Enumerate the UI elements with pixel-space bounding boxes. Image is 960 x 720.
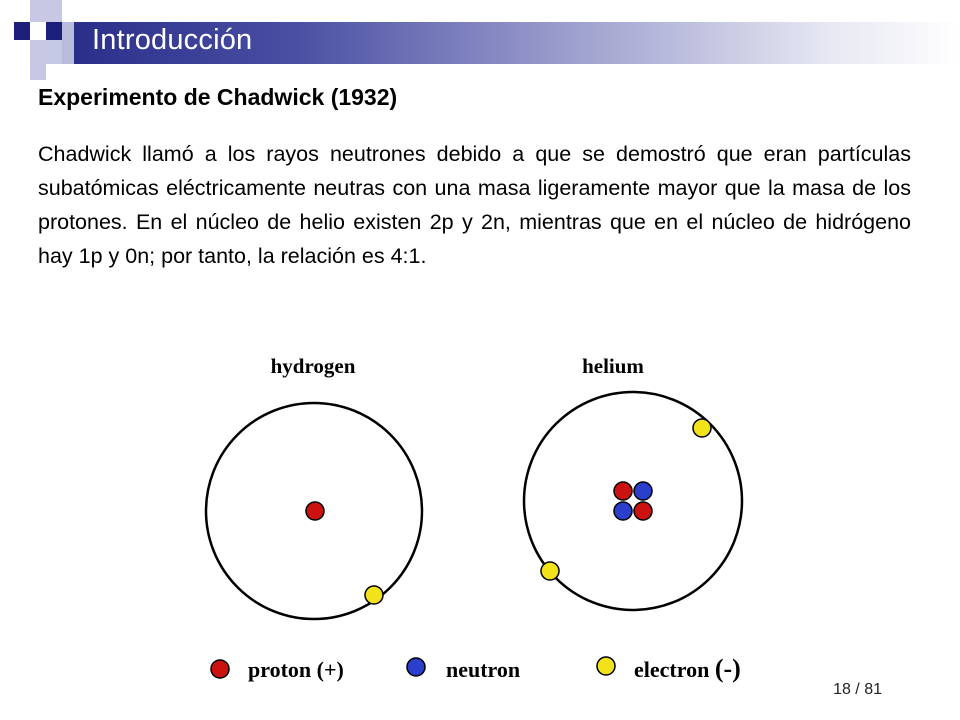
legend-proton-label: proton (+) [248,657,344,682]
page-number: 18 / 81 [833,681,882,698]
hydrogen-electron [365,586,383,604]
helium-label: helium [582,354,644,378]
legend-neutron-swatch [407,658,425,676]
helium-neutron [634,482,652,500]
legend-electron-label: electron (-) [634,654,741,683]
legend-proton-swatch [211,660,229,678]
hydrogen-label: hydrogen [270,354,356,378]
helium-proton [634,502,652,520]
atom-diagram [190,345,780,695]
slide-subtitle: Experimento de Chadwick (1932) [38,84,398,110]
body-paragraph: Chadwick llamó a los rayos neutrones debido a que se demostró que eran partículas subatómicas eléctricamente neutras con una masa ligeramente mayor que la masa de los protones. En el núcleo de helio existen 2p y 2n, mientras que en el núcleo de hidrógeno hay 1p y 0n; por tanto, la relación es 4:1. [38,142,911,268]
helium-electron [693,419,711,437]
helium-proton [614,482,632,500]
legend-neutron-label: neutron [446,657,521,682]
legend-electron-swatch [597,657,615,675]
legend [211,654,741,683]
helium-neutron [614,502,632,520]
hydrogen-proton [306,502,324,520]
helium-electron [541,562,559,580]
slide-title: Introducción [92,24,253,56]
